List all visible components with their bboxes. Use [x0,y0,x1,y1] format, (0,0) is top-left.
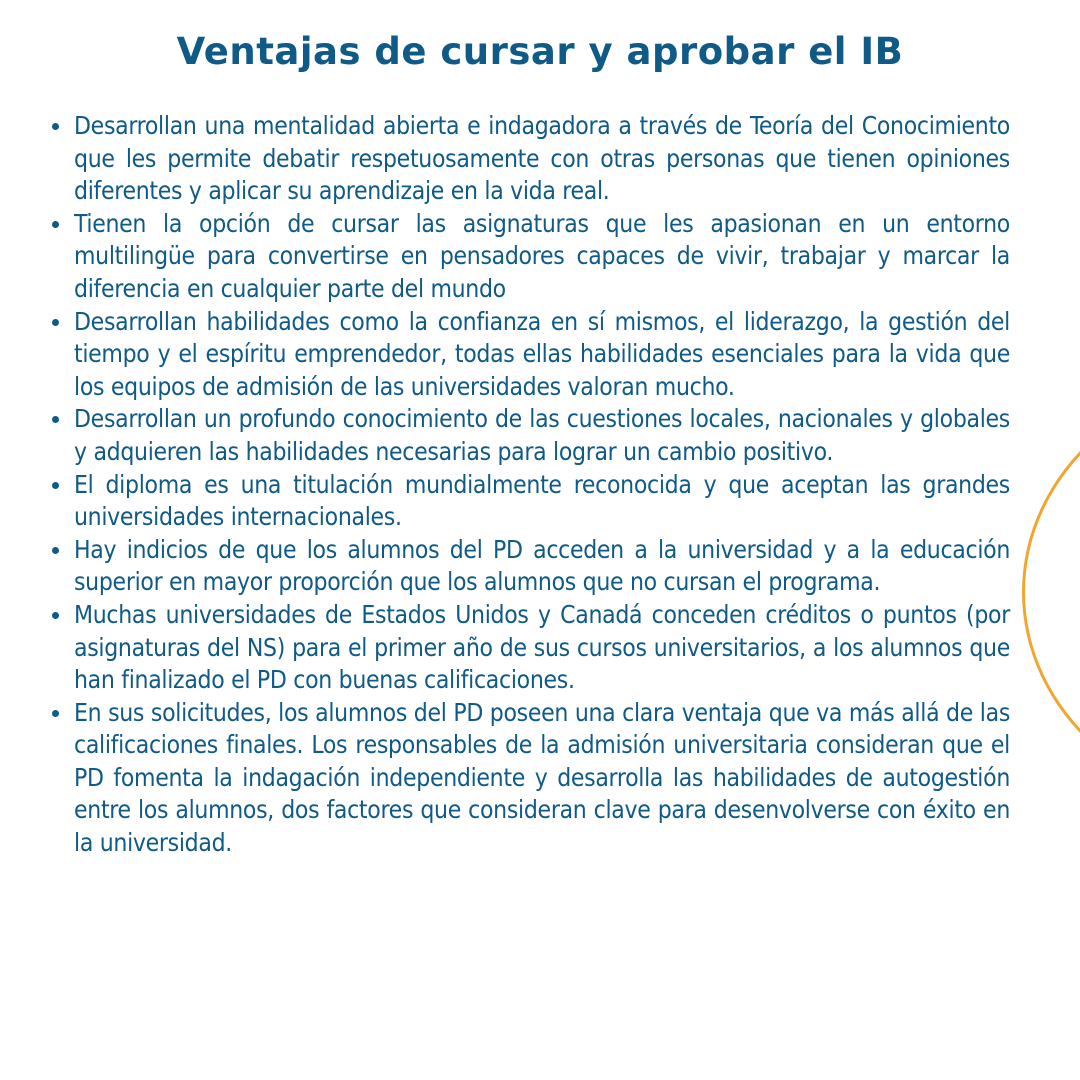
list-item [50,403,1010,468]
bullet-icon [52,710,59,717]
list-item [50,469,1010,534]
list-item-text: Hay indicios de que los alumnos del PD acceden a la universidad y a la educación superior en mayor proporción que los alumnos que no cursan el programa. [74,534,1010,597]
list-item-text: Desarrollan habilidades como la confianza en sí mismos, el liderazgo, la gestión del tiempo y el espíritu emprendedor, todas ellas habilidades esenciales para la vida que los equipos de admisión de las universidades valoran mucho. [74,306,1010,401]
bullet-icon [52,123,59,130]
bullet-icon [52,416,59,423]
list-item [50,697,1010,860]
bullet-icon [52,482,59,489]
bullet-icon [52,612,59,619]
advantages-list [50,110,1010,860]
list-item-text: Desarrollan una mentalidad abierta e indagadora a través de Teoría del Conocimiento que les permite debatir respetuosamente con otras personas que tienen opiniones diferentes y aplicar su aprendizaje en la vida real. [74,111,1010,206]
list-item [50,534,1010,599]
list-item-text: Muchas universidades de Estados Unidos y Canadá conceden créditos o puntos (por asignaturas del NS) para el primer año de sus cursos universitarios, a los alumnos que han finalizado el PD con buenas calificaciones. [74,599,1010,695]
bullet-icon [52,319,59,326]
bullet-icon [52,547,59,554]
list-item [50,306,1010,404]
list-item-text: En sus solicitudes, los alumnos del PD poseen una clara ventaja que va más allá de las calificaciones finales. Los responsables de la admisión universitaria consideran que el PD fomenta la indagación independiente y desarrolla las habilidades de autogestión entre los alumnos, dos factores que consideran clave para desenvolverse con éxito en la universidad. [74,697,1010,858]
list-item [50,110,1010,208]
decorative-orange-arc [1022,372,1080,812]
bullet-icon [52,221,59,228]
page-title: Ventajas de cursar y aprobar el IB [176,30,904,73]
list-item-text: Tienen la opción de cursar las asignaturas que les apasionan en un entorno multilingüe para convertirse en pensadores capaces de vivir, trabajar y marcar la diferencia en cualquier parte del mundo [74,208,1010,303]
list-item-text: Desarrollan un profundo conocimiento de las cuestiones locales, nacionales y globales y adquieren las habilidades necesarias para lograr un cambio positivo. [74,404,1010,466]
list-item-text: El diploma es una titulación mundialmente reconocida y que aceptan las grandes universidades internacionales. [74,469,1010,532]
list-item [50,599,1010,697]
list-item [50,208,1010,306]
